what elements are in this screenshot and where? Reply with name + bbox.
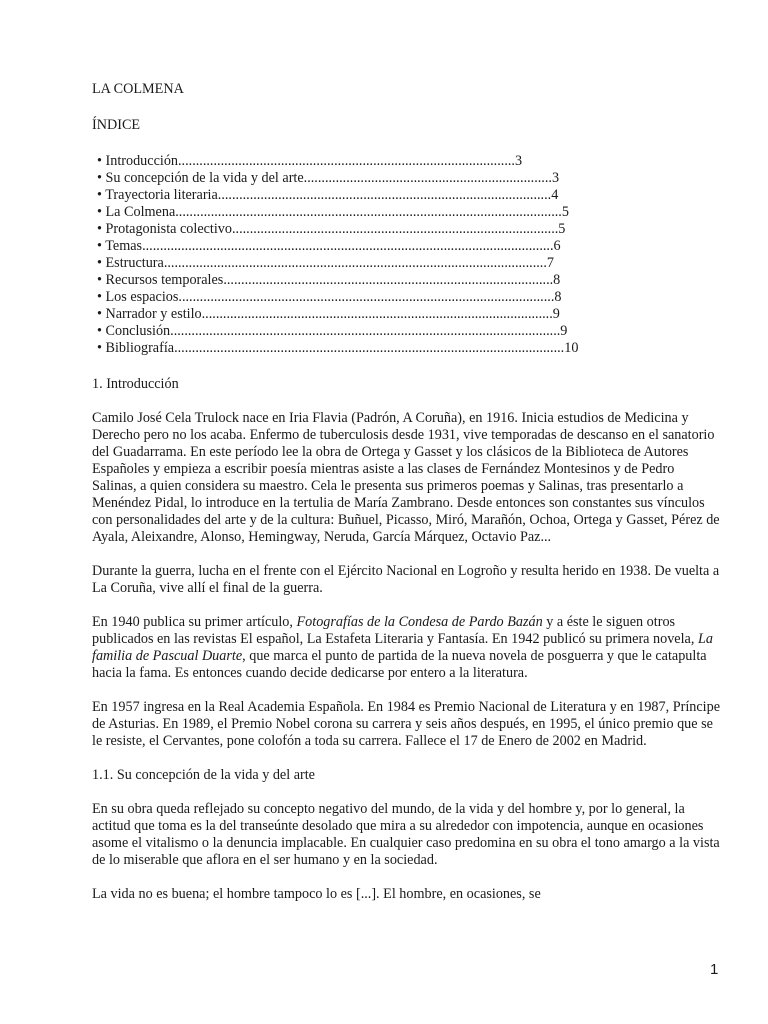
section-heading-introduccion: 1. Introducción xyxy=(92,376,179,392)
italic-title: La familia de Pascual Duarte xyxy=(92,631,713,664)
paragraph-vida: La vida no es buena; el hombre tampoco lo es [...]. El hombre, en ocasiones, se xyxy=(92,886,541,902)
paragraph-premios: En 1957 ingresa en la Real Academia Española. En 1984 es Premio Nacional de Literatura y en 1987, Príncipe de Asturias. En 1989, el Premio Nobel corona su carrera y seis años después, en 1995, el único premio que se le resiste, el Cervantes, pone colofón a toda su carrera. Fallece el 17 de Enero de 2002 en Madrid. xyxy=(92,699,720,749)
document-title: LA COLMENA xyxy=(92,81,184,97)
toc-item-espacios[interactable]: • Los espacios..........................................................................................................8 xyxy=(97,289,562,305)
index-heading: ÍNDICE xyxy=(92,117,141,133)
document-body xyxy=(92,81,722,903)
toc-item-narrador[interactable]: • Narrador y estilo...................................................................................................9 xyxy=(97,306,560,322)
toc-item-recursos[interactable]: • Recursos temporales.............................................................................................8 xyxy=(97,272,561,288)
toc-item-temas[interactable]: • Temas....................................................................................................................6 xyxy=(97,238,561,254)
table-of-contents xyxy=(97,153,722,357)
paragraph-guerra: Durante la guerra, lucha en el frente con el Ejército Nacional en Logroño y resulta herido en 1938. De vuelta a La Coruña, vive allí el final de la guerra. xyxy=(92,563,720,596)
page-number: 1 xyxy=(710,961,719,978)
paragraph-biografia: Camilo José Cela Trulock nace en Iria Flavia (Padrón, A Coruña), en 1916. Inicia estudios de Medicina y Derecho pero no los acaba. Enfermo de tuberculosis desde 1931, vive temporadas de descanso en el sanatorio del Guadarrama. En este período lee la obra de Ortega y Gasset y los clásicos de la Biblioteca de Autores Españoles y empieza a escribir poesía mientras asiste a las clases de Fernández Montesinos y de Pedro Salinas, a quien considera su maestro. Cela le presenta sus primeros poemas y Salinas, tras presentarlo a Menéndez Pidal, lo introduce en la tertulia de María Zambrano. Desde entonces son constantes sus vínculos con personalidades del arte y de la cultura: Buñuel, Picasso, Miró, Marañón, Ochoa, Ortega y Gasset, Pérez de Ayala, Aleixandre, Alonso, Hemingway, Neruda, García Márquez, Octavio Paz... xyxy=(92,410,720,545)
toc-item-protagonista[interactable]: • Protagonista colectivo............................................................................................5 xyxy=(97,221,566,237)
paragraph-publicaciones xyxy=(92,614,722,682)
toc-item-trayectoria[interactable]: • Trayectoria literaria..............................................................................................4 xyxy=(97,187,559,203)
paragraph-concepcion: En su obra queda reflejado su concepto negativo del mundo, de la vida y del hombre y, por lo general, la actitud que toma es la del transeúnte desolado que mira a su alrededor con impotencia, aunque en ocasiones asome el vitalismo o la denuncia implacable. En cualquier caso predomina en su obra el tono amargo a la vista de lo miserable que aflora en el ser humano y en la sociedad. xyxy=(92,801,720,868)
italic-title: Fotografías de la Condesa de Pardo Bazán xyxy=(296,614,543,630)
paragraph-text: y a éste le siguen otros publicados en las revistas El español, La Estafeta Literaria y Fantasía. En 1942 publicó su primera novela, xyxy=(92,614,698,647)
section-heading-concepcion: 1.1. Su concepción de la vida y del arte xyxy=(92,767,315,783)
toc-item-concepcion[interactable]: • Su concepción de la vida y del arte......................................................................3 xyxy=(97,170,560,186)
toc-item-la-colmena[interactable]: • La Colmena.............................................................................................................5 xyxy=(97,204,569,220)
paragraph-text: En 1940 publica su primer artículo, xyxy=(92,614,297,630)
toc-item-conclusion[interactable]: • Conclusión..............................................................................................................9 xyxy=(97,323,568,339)
toc-item-estructura[interactable]: • Estructura............................................................................................................7 xyxy=(97,255,554,271)
toc-item-bibliografia[interactable]: • Bibliografía..............................................................................................................10 xyxy=(97,340,579,356)
paragraph-text: , que marca el punto de partida de la nueva novela de posguerra y que le catapulta hacia la fama. Es entonces cuando decide dedicarse por entero a la literatura. xyxy=(92,648,707,681)
toc-item-introduccion[interactable]: • Introducción...............................................................................................3 xyxy=(97,153,523,169)
